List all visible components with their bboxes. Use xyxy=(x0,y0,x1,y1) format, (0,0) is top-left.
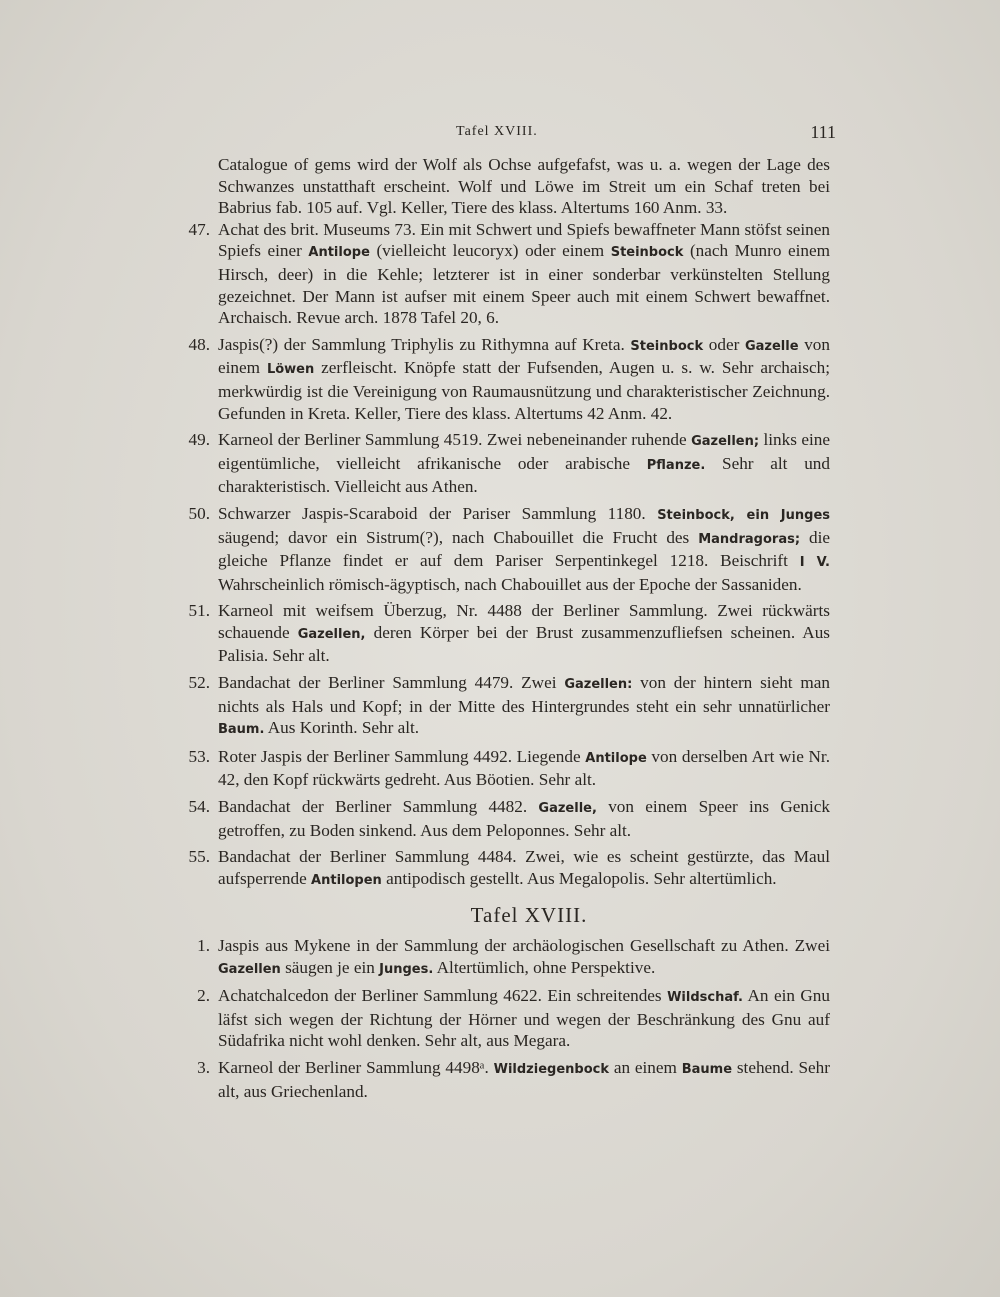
entry-text-run: Sehr alt und charakteristisch. Vielleicht aus Athen. xyxy=(218,453,830,497)
entry-text-run: an einem xyxy=(609,1057,682,1077)
entry-text xyxy=(218,1057,830,1102)
highlighted-term: Antilope xyxy=(308,245,370,261)
entry-text-run: An ein Gnu läfst sich wegen der Richtung der Hörner und wegen der Beschränkung des Gnu auf Südafrika nicht wohl denken. Sehr alt, aus Megara. xyxy=(218,986,830,1051)
catalogue-entries xyxy=(188,219,830,892)
entry-text-run: Bandachat der Berliner Sammlung 4479. Zwei xyxy=(218,673,565,693)
page-header xyxy=(218,122,836,146)
entry-text xyxy=(218,846,830,891)
entry-text-run: Wahrscheinlich römisch-ägyptisch, nach Chabouillet aus der Epoche der Sassaniden. xyxy=(218,574,802,594)
highlighted-term: Gazellen xyxy=(218,961,281,977)
page-number: 111 xyxy=(810,122,836,142)
highlighted-term: Baume xyxy=(681,1061,733,1077)
entry-text-run: oder xyxy=(703,334,745,354)
entry-text xyxy=(218,503,830,595)
entry-text-run: säugend; davor ein Sistrum(?), nach Chabouillet die Frucht des xyxy=(218,527,699,547)
entry-text-run: zerfleischt. Knöpfe statt der Fufsenden, Augen u. s. w. Sehr archaisch; merkwürdig ist die Vereinigung von Raumausnützung und charakteristischer Zeichnung. Gefunden in Kreta. Keller, Tiere des klass. Altertums 42 Anm. 42. xyxy=(218,358,830,423)
catalogue-entry xyxy=(188,503,830,595)
entry-text-run: Aus Korinth. Sehr alt. xyxy=(264,718,420,738)
entry-number: 48. xyxy=(188,334,210,354)
entry-text-run: (vielleicht leucoryx) oder einem xyxy=(369,241,611,261)
entry-number: 49. xyxy=(188,430,210,450)
highlighted-term: Steinbock xyxy=(610,245,684,261)
entry-text xyxy=(218,334,830,424)
catalogue-entry xyxy=(188,334,830,424)
section-heading: Tafel XVIII. xyxy=(470,903,588,928)
entry-text-run: stehend. Sehr alt, aus Griechenland. xyxy=(218,1057,830,1101)
entry-text-run: von einem Speer ins Genick getroffen, zu Boden sinkend. Aus dem Peloponnes. Sehr alt. xyxy=(218,797,830,840)
intro-paragraphs xyxy=(218,154,830,219)
highlighted-term: Steinbock, ein Junges xyxy=(657,507,830,523)
entry-text-run: Jaspis aus Mykene in der Sammlung der archäologischen Gesellschaft zu Athen. Zwei xyxy=(218,936,830,955)
intro-paragraph xyxy=(218,154,830,219)
entry-number: 3. xyxy=(197,1057,210,1077)
running-title: Tafel XVIII. xyxy=(456,124,538,139)
entry-text-run: Achat des brit. Museums 73. Ein mit Schwert und Spiefs bewaffneter Mann stöfst seinen Spiefs einer xyxy=(218,219,830,261)
highlighted-term: Wildziegenbock xyxy=(493,1061,609,1077)
highlighted-term: Steinbock xyxy=(630,338,704,354)
entry-number: 54. xyxy=(188,797,210,817)
entry-text-run: von einem xyxy=(218,334,830,378)
highlighted-term: Löwen xyxy=(266,362,315,378)
highlighted-term: Gazellen: xyxy=(564,677,633,693)
entry-number: 2. xyxy=(197,986,210,1006)
catalogue-entry xyxy=(188,429,830,498)
highlighted-term: Gazelle, xyxy=(538,801,597,817)
entry-text xyxy=(218,429,830,498)
highlighted-term: Antilopen xyxy=(311,872,382,888)
entry-text-run: Achatchalcedon der Berliner Sammlung 4622. Ein schreitendes xyxy=(218,986,668,1006)
entry-text-run: Bandachat der Berliner Sammlung 4482. xyxy=(218,797,539,817)
entry-text xyxy=(218,672,830,741)
entry-text xyxy=(218,985,830,1052)
entry-text xyxy=(218,746,830,791)
entry-text-run: Karneol der Berliner Sammlung 4498ᵃ. xyxy=(218,1057,494,1077)
entry-text-run: Bandachat der Berliner Sammlung 4484. Zwei, wie es scheint gestürzte, das Maul aufsperrende xyxy=(218,847,830,888)
entry-number: 47. xyxy=(188,219,210,239)
highlighted-term: Gazelle xyxy=(744,338,799,354)
entry-text-run: (nach Munro einem Hirsch, deer) in die Kehle; letzterer ist in einer sonderbar verkünstelten Stellung gezeichnet. Der Mann ist aufser mit einem Speer auch mit einem Schwert bewaffnet. Archaisch. Revue arch. 1878 Tafel 20, 6. xyxy=(218,241,830,328)
entry-text-run: Jaspis(?) der Sammlung Triphylis zu Rithymna auf Kreta. xyxy=(218,334,631,354)
entry-text-run: Altertümlich, ohne Perspektive. xyxy=(433,957,656,977)
entry-number: 55. xyxy=(188,847,210,867)
entry-text xyxy=(218,219,830,329)
catalogue-entry xyxy=(188,746,830,791)
section-catalogue-entries xyxy=(197,935,830,1102)
highlighted-term: Pflanze. xyxy=(646,457,706,473)
entry-number: 50. xyxy=(188,503,210,523)
entry-number: 53. xyxy=(188,746,210,766)
entry-text xyxy=(218,600,830,667)
highlighted-term: Junges. xyxy=(379,961,434,977)
catalogue-entry xyxy=(188,796,830,841)
section-catalogue-entry xyxy=(197,935,830,980)
entry-text-run: deren Körper bei der Brust zusammenzufliefsen scheinen. Aus Palisia. Sehr alt. xyxy=(218,622,830,666)
catalogue-entry xyxy=(188,219,830,329)
highlighted-term: Baum. xyxy=(218,722,265,738)
entry-number: 51. xyxy=(188,601,210,621)
catalogue-entry xyxy=(188,600,830,667)
intro-text: Catalogue of gems wird der Wolf als Ochse aufgefafst, was u. a. wegen der Lage des Schwanzes unstatthaft erscheint. Wolf und Löwe im Streit um ein Schaf treten bei Babrius fab. 105 auf. Vgl. Keller, Tiere des klass. Altertums 160 Anm. 33. xyxy=(218,155,830,218)
highlighted-term: Antilope xyxy=(585,750,647,766)
highlighted-term: I V. xyxy=(799,555,830,571)
highlighted-term: Wildschaf. xyxy=(667,990,743,1006)
entry-text-run: von der hintern sieht man nichts als Hals und Kopf; in der Mitte des Hintergrundes steht ein sehr unnatürlicher xyxy=(218,673,830,716)
entry-number: 52. xyxy=(188,673,210,693)
catalogue-entry xyxy=(188,846,830,891)
highlighted-term: Mandragoras; xyxy=(698,531,801,547)
entry-text xyxy=(218,935,830,980)
entry-text-run: Karneol mit weifsem Überzug, Nr. 4488 der Berliner Sammlung. Zwei rückwärts schauende xyxy=(218,601,830,642)
entry-text-run: Schwarzer Jaspis-Scaraboid der Pariser Sammlung 1180. xyxy=(218,503,658,523)
catalogue-entry xyxy=(188,672,830,741)
highlighted-term: Gazellen, xyxy=(297,626,366,642)
entry-text-run: Karneol der Berliner Sammlung 4519. Zwei nebeneinander ruhende xyxy=(218,430,692,450)
entry-text-run: links eine eigentümliche, vielleicht afrikanische oder arabische xyxy=(218,430,830,473)
entry-text-run: säugen je ein xyxy=(280,957,380,977)
page-body xyxy=(188,154,830,1107)
entry-text xyxy=(218,796,830,841)
section-catalogue-entry xyxy=(197,985,830,1052)
highlighted-term: Gazellen; xyxy=(691,434,760,450)
section-catalogue-entry xyxy=(197,1057,830,1102)
entry-text-run: die gleiche Pflanze findet er auf dem Pariser Serpentinkegel 1218. Beischrift xyxy=(218,527,830,571)
entry-text-run: antipodisch gestellt. Aus Megalopolis. Sehr altertümlich. xyxy=(381,868,777,888)
entry-text-run: Roter Jaspis der Berliner Sammlung 4492. Liegende xyxy=(218,746,586,766)
entry-number: 1. xyxy=(197,936,210,955)
entry-text-run: von derselben Art wie Nr. 42, den Kopf rückwärts gedreht. Aus Böotien. Sehr alt. xyxy=(218,746,830,790)
